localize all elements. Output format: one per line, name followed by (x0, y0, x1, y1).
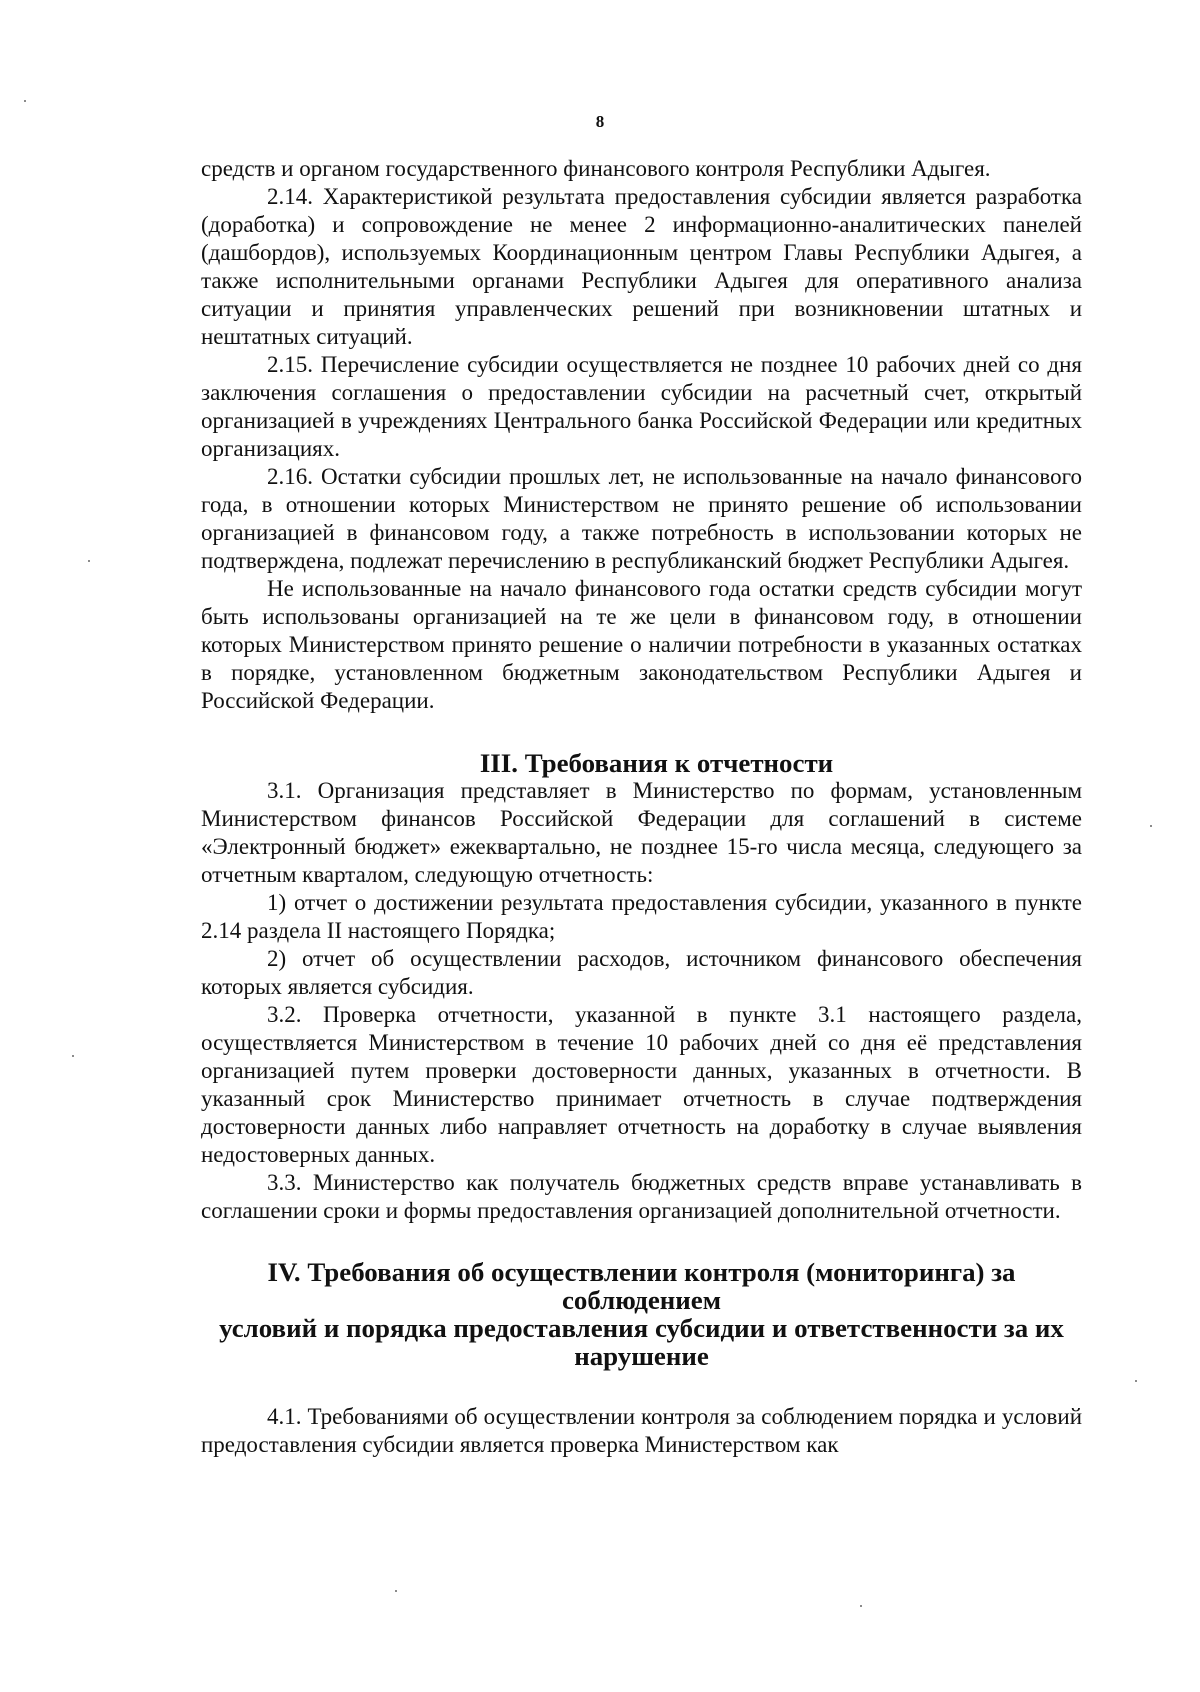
scan-speck (24, 100, 26, 102)
scan-speck (860, 1605, 862, 1607)
document-body (201, 155, 1082, 1459)
scan-speck (1135, 1380, 1137, 1382)
paragraph-unused-balances: Не использованные на начало финансового года остатки средств субсидии могут быть использованы организацией на те же цели в финансовом году, в отношении которых Министерством принято решение о наличии потребности в указанных остатках в порядке, установленном бюджетным законодательством Республики Адыгея и Российской Федерации. (201, 576, 1082, 713)
page-number: 8 (595, 112, 605, 131)
paragraph-3-2: 3.2. Проверка отчетности, указанной в пункте 3.1 настоящего раздела, осуществляется Министерством в течение 10 рабочих дней со дня её представления организацией путем проверки достоверности данных, указанных в отчетности. В указанный срок Министерство принимает отчетность в случае подтверждения достоверности данных либо направляет отчетность на доработку в случае выявления недостоверных данных. (201, 1002, 1082, 1167)
paragraph-2-16: 2.16. Остатки субсидии прошлых лет, не использованные на начало финансового года, в отношении которых Министерством не принято решение об использовании организацией в финансовом году, а также потребность в использовании которых не подтверждена, подлежат перечислению в республиканский бюджет Республики Адыгея. (201, 464, 1082, 573)
paragraph-2-14: 2.14. Характеристикой результата предоставления субсидии является разработка (доработка) и сопровождение не менее 2 информационно-аналитических панелей (дашбордов), используемых Координационным центром Главы Республики Адыгея, а также исполнительными органами Республики Адыгея для оперативного анализа ситуации и принятия управленческих решений при возникновении штатных и нештатных ситуаций. (201, 184, 1082, 349)
paragraph-3-1-item-2: 2) отчет об осуществлении расходов, источником финансового обеспечения которых является субсидия. (201, 946, 1082, 999)
section-4-heading (201, 1258, 1082, 1370)
scan-speck (395, 1590, 397, 1592)
scan-speck (1150, 825, 1152, 827)
paragraph-3-1: 3.1. Организация представляет в Министерство по формам, установленным Министерством финансов Российской Федерации для соглашений в системе «Электронный бюджет» ежеквартально, не позднее 15-го числа месяца, следующего за отчетным кварталом, следующую отчетность: (201, 778, 1082, 887)
paragraph-3-1-item-1: 1) отчет о достижении результата предоставления субсидии, указанного в пункте 2.14 раздела II настоящего Порядка; (201, 890, 1082, 943)
paragraph-4-1: 4.1. Требованиями об осуществлении контроля за соблюдением порядка и условий предоставления субсидии является проверка Министерством как (201, 1404, 1082, 1457)
paragraph-continuation: средств и органом государственного финансового контроля Республики Адыгея. (201, 156, 991, 181)
section-3-heading: III. Требования к отчетности (479, 748, 834, 778)
paragraph-2-15: 2.15. Перечисление субсидии осуществляется не позднее 10 рабочих дней со дня заключения соглашения о предоставлении субсидии на расчетный счет, открытый организацией в учреждениях Центрального банка Российской Федерации или кредитных организациях. (201, 352, 1082, 461)
section-4-heading-line-3: нарушение (574, 1341, 709, 1371)
section-4-heading-line-1: IV. Требования об осуществлении контроля (мониторинга) за соблюдением (267, 1257, 1016, 1315)
scan-speck (72, 1055, 74, 1057)
section-4-heading-line-2: условий и порядка предоставления субсидии и ответственности за их (219, 1313, 1064, 1343)
paragraph-3-3: 3.3. Министерство как получатель бюджетных средств вправе устанавливать в соглашении сроки и формы предоставления организацией дополнительной отчетности. (201, 1170, 1082, 1223)
scan-speck (88, 560, 90, 562)
